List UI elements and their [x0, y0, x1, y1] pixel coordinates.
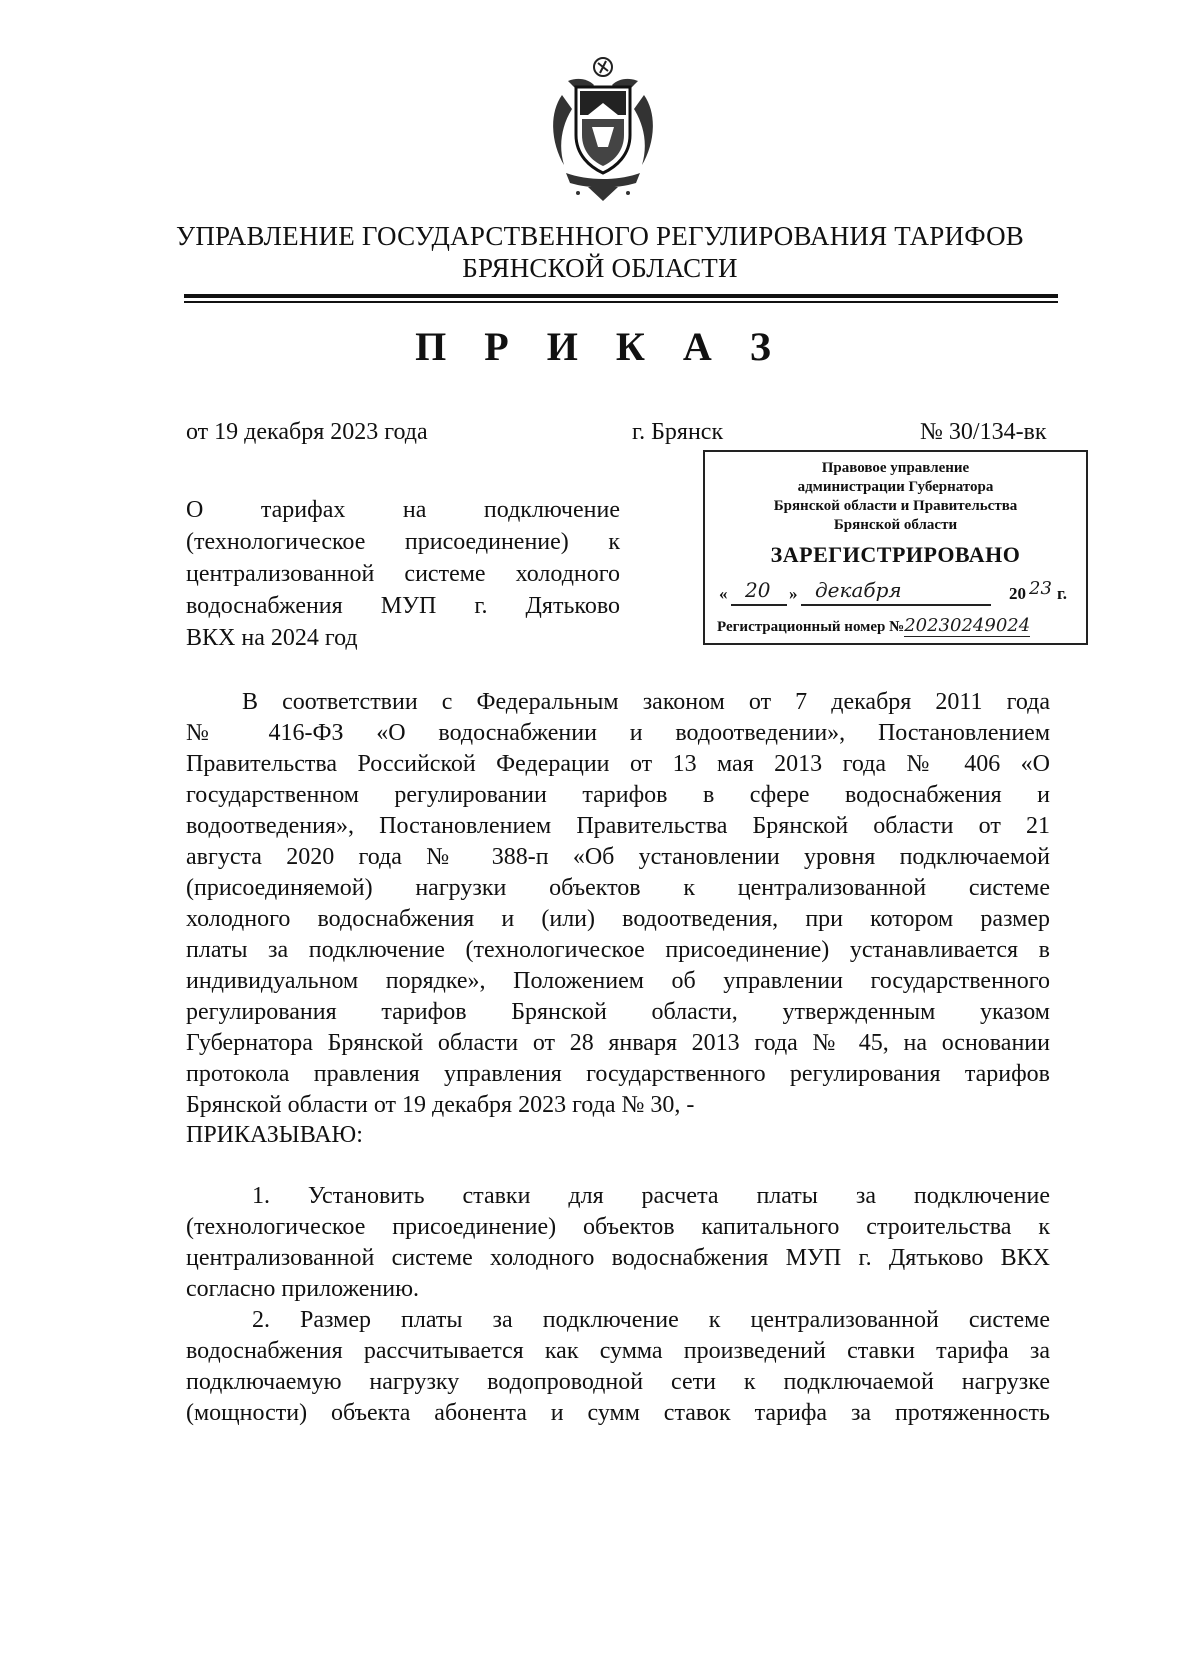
stamp-line: Брянской области [833, 517, 958, 533]
document-date: от 19 декабря 2023 года [186, 419, 428, 445]
text-line: Брянской области от 19 декабря 2023 года № 30, - [186, 1092, 695, 1118]
stamp-day-underline [731, 604, 787, 606]
text-line: водоотведения», Постановлением Правительства Брянской области от 21 [186, 813, 1050, 839]
subject-line: централизованной системе холодного [186, 561, 620, 587]
text-line: (технологическое присоединение) объектов капитального строительства к [186, 1214, 1050, 1240]
stamp-year-prefix: 20 [1009, 584, 1026, 603]
document-title: П Р И К А З [415, 324, 785, 369]
organization-name-line1: УПРАВЛЕНИЕ ГОСУДАРСТВЕННОГО РЕГУЛИРОВАНИЯ ТАРИФОВ [176, 221, 1024, 251]
text-line: августа 2020 года № 388-п «Об установлении уровня подключаемой [186, 844, 1050, 870]
stamp-day-handwritten: 20 [745, 578, 771, 602]
text-line: холодного водоснабжения и (или) водоотведения, при котором размер [186, 906, 1050, 932]
preamble-paragraph [186, 687, 1050, 1121]
text-line: Губернатора Брянской области от 28 января 2013 года № 45, на основании [186, 1030, 1050, 1056]
document-subject [186, 494, 620, 654]
subject-line: водоснабжения МУП г. Дятьково [186, 593, 620, 619]
document-city: г. Брянск [632, 419, 724, 445]
stamp-quote-close: » [789, 584, 798, 603]
coat-of-arms-icon [548, 55, 658, 205]
stamp-year-handwritten: 23 [1029, 578, 1052, 599]
order-item-1 [186, 1181, 1050, 1305]
text-line: (присоединяемой) нагрузки объектов к централизованной системе [186, 875, 1050, 901]
header-divider-thin [184, 301, 1058, 303]
subject-line: ВКХ на 2024 год [186, 625, 358, 651]
header-divider-thick [184, 294, 1058, 298]
registration-stamp [703, 450, 1088, 645]
text-line: регулирования тарифов Брянской области, утвержденным указом [186, 999, 1050, 1025]
stamp-year-unit: г. [1057, 584, 1068, 603]
stamp-line: Брянской области и Правительства [773, 498, 1018, 514]
subject-line: (технологическое присоединение) к [186, 529, 620, 555]
order-item-2 [186, 1305, 1050, 1429]
text-line: индивидуальном порядке», Положением об управлении государственного [186, 968, 1050, 994]
stamp-quote-open: « [719, 584, 728, 603]
stamp-month-underline [801, 604, 991, 606]
subject-line: О тарифах на подключение [186, 497, 620, 523]
text-line: (мощности) объекта абонента и сумм ставок тарифа за протяженность [186, 1400, 1050, 1426]
stamp-line: Правовое управление [821, 460, 970, 476]
text-line: государственном регулировании тарифов в сфере водоснабжения и [186, 782, 1050, 808]
text-line: централизованной системе холодного водоснабжения МУП г. Дятьково ВКХ [186, 1245, 1050, 1271]
text-line: 1. Установить ставки для расчета платы за подключение [252, 1183, 1050, 1209]
text-line: № 416-ФЗ «О водоснабжении и водоотведении», Постановлением [186, 720, 1050, 746]
document-number: № 30/134-вк [920, 419, 1047, 445]
text-line: 2. Размер платы за подключение к централизованной системе [252, 1307, 1050, 1333]
stamp-date-row [719, 580, 1079, 608]
text-line: согласно приложению. [186, 1276, 420, 1302]
text-line: Правительства Российской Федерации от 13 мая 2013 года № 406 «О [186, 751, 1050, 777]
organization-name-line2: БРЯНСКОЙ ОБЛАСТИ [462, 253, 738, 283]
stamp-regnum-label: Регистрационный номер № [717, 619, 905, 635]
text-line: подключаемую нагрузку водопроводной сети к подключаемой нагрузке [186, 1369, 1050, 1395]
stamp-line: администрации Губернатора [797, 479, 994, 495]
stamp-registered-label: ЗАРЕГИСТРИРОВАНО [770, 542, 1021, 567]
stamp-month-handwritten: декабря [815, 578, 902, 602]
text-line: В соответствии с Федеральным законом от 7 декабря 2011 года [242, 689, 1050, 715]
order-heading: ПРИКАЗЫВАЮ: [186, 1122, 363, 1148]
text-line: протокола правления управления государственного регулирования тарифов [186, 1061, 1050, 1087]
text-line: платы за подключение (технологическое присоединение) устанавливается в [186, 937, 1050, 963]
stamp-regnum-row [717, 615, 1083, 636]
stamp-regnum-handwritten: 20230249024 [904, 615, 1031, 636]
text-line: водоснабжения рассчитывается как сумма произведений ставки тарифа за [186, 1338, 1050, 1364]
